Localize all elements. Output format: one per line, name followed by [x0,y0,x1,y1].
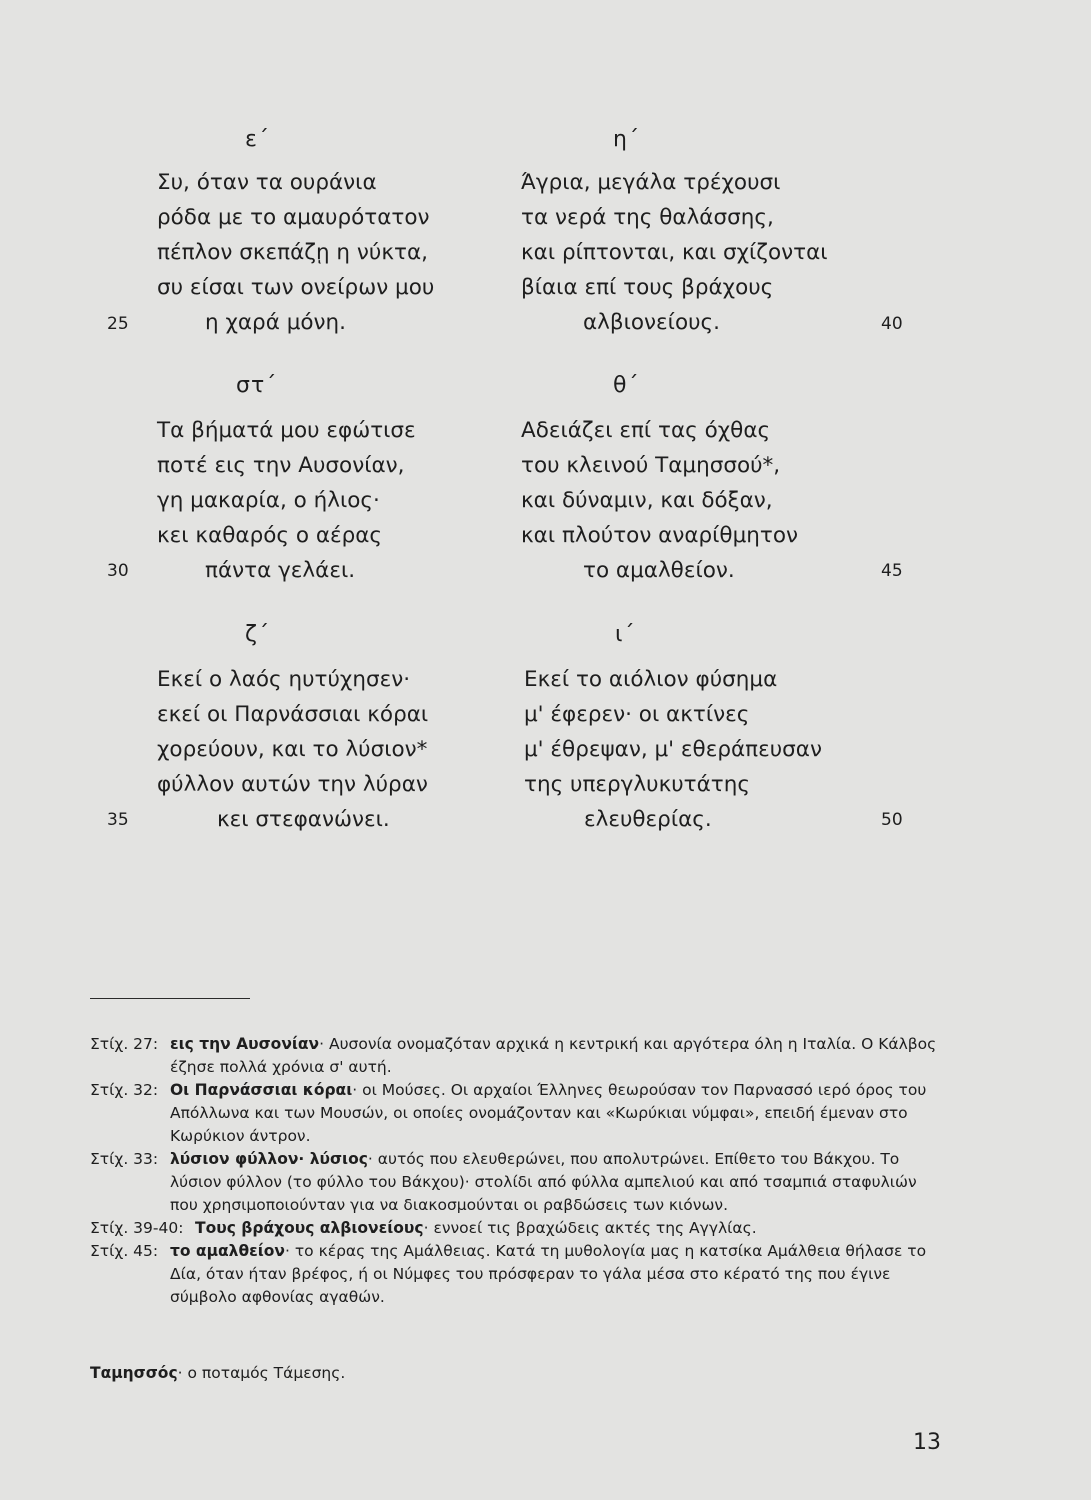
stanza-lines [521,413,798,588]
verse-line: και ρίπτονται, και σχίζονται [521,240,828,265]
stanza-number: θ΄ [613,373,640,398]
gloss-text: · ο ποταμός Τάμεσης. [177,1364,346,1382]
stanza-lines [524,662,822,837]
verse-line: του κλεινού Ταμησσού*, [521,453,781,478]
verse-line: Εκεί ο λαός ηυτύχησεν· [157,667,411,692]
verse-line: κει στεφανώνει. [217,807,390,832]
footnote-label: Στίχ. 33: [90,1150,159,1168]
line-number: 40 [881,314,903,334]
footnote-label: Στίχ. 39-40: [90,1219,184,1237]
footnote-rule [90,998,250,999]
footnote [90,1217,940,1240]
footnote-term: λύσιον φύλλον· λύσιος [170,1150,368,1168]
verse-line: ποτέ εις την Αυσονίαν, [157,453,405,478]
footnotes [90,1033,940,1309]
footnote-term: το αμαλθείον [170,1242,285,1260]
verse-line: ελευθερίας. [584,807,712,832]
verse-line: πάντα γελάει. [205,558,356,583]
verse-line: γη μακαρία, ο ήλιος· [157,488,380,513]
verse-line: χορεύουν, και το λύσιον* [157,737,428,762]
line-number: 30 [107,561,129,581]
gloss-term: Ταμησσός [90,1364,178,1382]
footnote-term: Τους βράχους αλβιονείους [195,1219,424,1237]
line-number: 45 [881,561,903,581]
footnote-term: Οι Παρνάσσιαι κόραι [170,1081,353,1099]
verse-line: μ' έφερεν· οι ακτίνες [524,702,750,727]
verse-line: η χαρά μόνη. [205,310,347,335]
verse-line: της υπεργλυκυτάτης [524,772,750,797]
stanza-number: ζ΄ [245,622,270,647]
footnote-label: Στίχ. 32: [90,1081,159,1099]
verse-line: ρόδα με το αμαυρότατον [157,205,430,230]
footnote [90,1240,940,1309]
verse-line: αλβιονείους. [583,310,720,335]
footnote-text: · οι Μούσες. Οι αρχαίοι Έλληνες θεωρούσαν τον Παρνασσό ιερό όρος του Απόλλωνα και των Μουσών, οι οποίες ονομάζονταν και «Κωρύκιαι νύμφαι», επειδή έμεναν στο Κωρύκιον άντρον. [170,1081,927,1145]
page-number: 13 [913,1430,941,1455]
verse-line: και δύναμιν, και δόξαν, [521,488,773,513]
verse-line: τα νερά της θαλάσσης, [521,205,774,230]
stanza-number: η΄ [613,127,640,152]
stanza-lines [521,165,828,340]
footnote-label: Στίχ. 45: [90,1242,159,1260]
footnote-text: · εννοεί τις βραχώδεις ακτές της Αγγλίας. [423,1219,757,1237]
stanza-number: ε΄ [245,127,270,152]
line-number: 50 [881,810,903,830]
footnote [90,1033,940,1079]
footnote [90,1148,940,1217]
verse-line: Αδειάζει επί τας όχθας [521,418,771,443]
verse-line: Τα βήματά μου εφώτισε [157,418,416,443]
verse-line: συ είσαι των ονείρων μου [157,275,435,300]
gloss-note [90,1364,345,1382]
stanza-number: ι΄ [615,622,636,647]
verse-line: Άγρια, μεγάλα τρέχουσι [521,170,781,195]
verse-line: Συ, όταν τα ουράνια [157,170,377,195]
verse-line: κει καθαρός ο αέρας [157,523,383,548]
footnote-text: · το κέρας της Αμάλθειας. Κατά τη μυθολογία μας η κατσίκα Αμάλθεια θήλασε το Δία, όταν ήταν βρέφος, ή οι Νύμφες του πρόσφεραν το γάλα μέσα στο κέρατό της που έγινε σύμβολο αφθονίας αγαθών. [170,1242,927,1306]
stanza-number: στ΄ [236,373,278,398]
verse-line: το αμαλθείον. [583,558,735,583]
line-number: 25 [107,314,129,334]
verse-line: εκεί οι Παρνάσσιαι κόραι [157,702,429,727]
footnote-label: Στίχ. 27: [90,1035,159,1053]
footnote-text: · Αυσονία ονομαζόταν αρχικά η κεντρική και αργότερα όλη η Ιταλία. Ο Κάλβος έζησε πολλά χρόνια σ' αυτή. [170,1035,937,1076]
verse-line: Εκεί το αιόλιον φύσημα [524,667,778,692]
footnote-text: · αυτός που ελευθερώνει, που απολυτρώνει. Επίθετο του Βάκχου. Το λύσιον φύλλον (το φύλλο του Βάκχου)· στολίδι από φύλλα αμπελιού και από τσαμπιά σταφυλιών που χρησιμοποιούνταν για να διακοσμούνται οι ραβδώσεις των κιόνων. [170,1150,917,1214]
verse-line: μ' έθρεψαν, μ' εθεράπευσαν [524,737,822,762]
stanza-lines [157,662,428,837]
footnote [90,1079,940,1148]
stanza-lines [157,413,416,588]
verse-line: φύλλον αυτών την λύραν [157,772,428,797]
verse-line: βίαια επί τους βράχους [521,275,774,300]
stanza-lines [157,165,434,340]
verse-line: και πλούτον αναρίθμητον [521,523,799,548]
line-number: 35 [107,810,129,830]
footnote-term: εις την Αυσονίαν [170,1035,320,1053]
verse-line: πέπλον σκεπάζῃ η νύκτα, [157,240,428,265]
